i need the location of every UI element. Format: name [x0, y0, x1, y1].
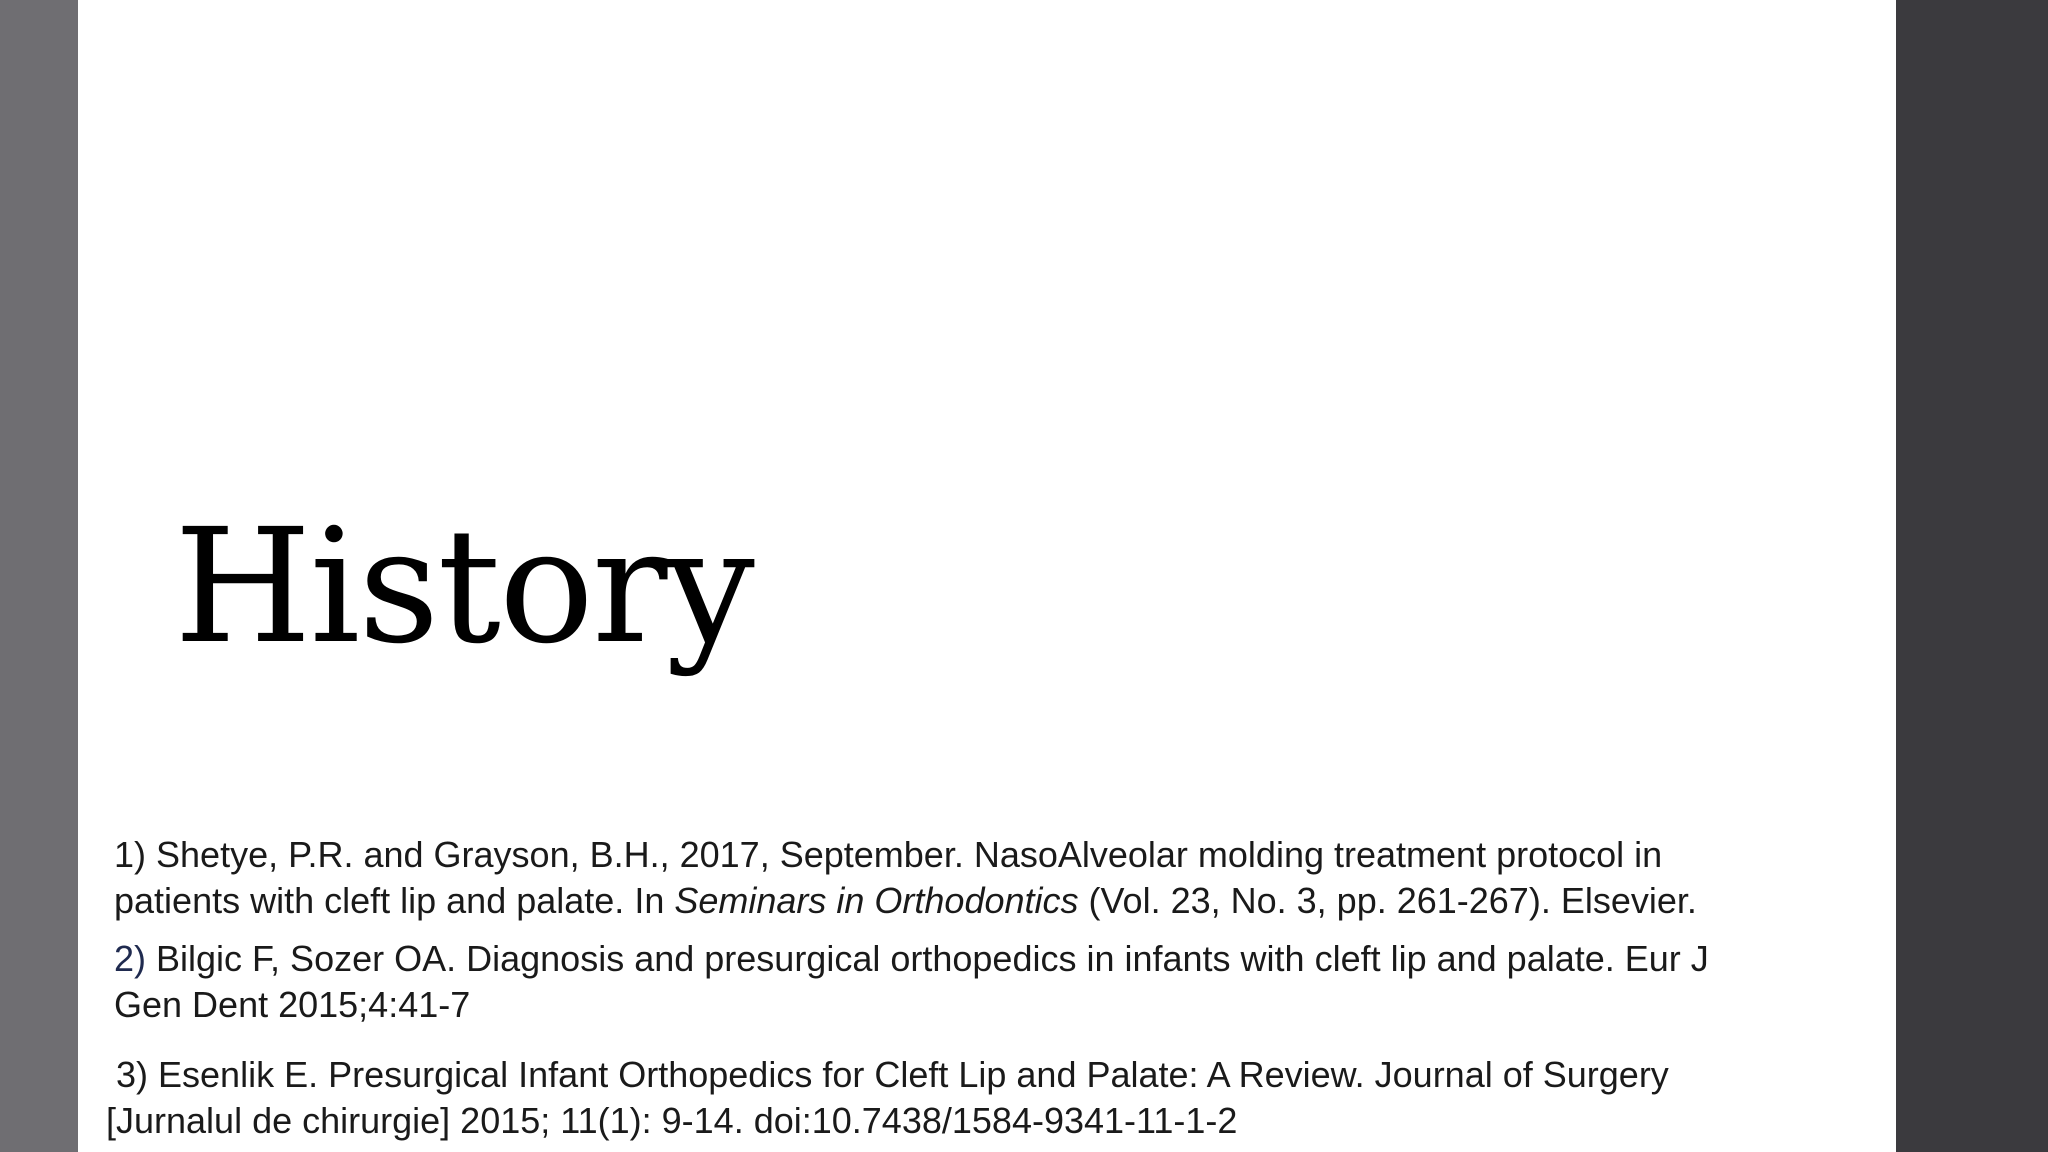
- reference-2-text: Bilgic F, Sozer OA. Diagnosis and presurgical orthopedics in infants with cleft lip and palate. Eur J: [146, 938, 1709, 979]
- reference-1-line-2: [114, 878, 1697, 924]
- reference-3: [106, 1052, 1669, 1144]
- reference-2-line-1: [114, 936, 1709, 982]
- reference-3-text: Esenlik E. Presurgical Infant Orthopedics for Cleft Lip and Palate: A Review. Journal of Surgery: [148, 1054, 1669, 1095]
- reference-2-line-2: Gen Dent 2015;4:41-7: [114, 984, 471, 1025]
- reference-3-number: 3): [116, 1054, 149, 1095]
- reference-2-number: 2): [114, 938, 147, 979]
- slide-title: History: [174, 495, 753, 679]
- reference-1-text-post: (Vol. 23, No. 3, pp. 261-267). Elsevier.: [1078, 880, 1697, 921]
- reference-2: [114, 936, 1709, 1028]
- reference-1-journal: Seminars in Orthodontics: [674, 880, 1079, 921]
- slide: [78, 0, 1896, 1152]
- left-border: [0, 0, 78, 1152]
- reference-1-text: Shetye, P.R. and Grayson, B.H., 2017, September. NasoAlveolar molding treatment protocol in: [146, 834, 1663, 875]
- reference-1-number: 1): [114, 834, 147, 875]
- reference-1-line-1: [114, 832, 1697, 878]
- reference-1-text-pre: patients with cleft lip and palate. In: [114, 880, 675, 921]
- right-border: [1896, 0, 2048, 1152]
- reference-3-line-1: [106, 1052, 1669, 1098]
- reference-3-line-2: [Jurnalul de chirurgie] 2015; 11(1): 9-14. doi:10.7438/1584-9341-11-1-2: [106, 1100, 1238, 1141]
- reference-1: [114, 832, 1697, 924]
